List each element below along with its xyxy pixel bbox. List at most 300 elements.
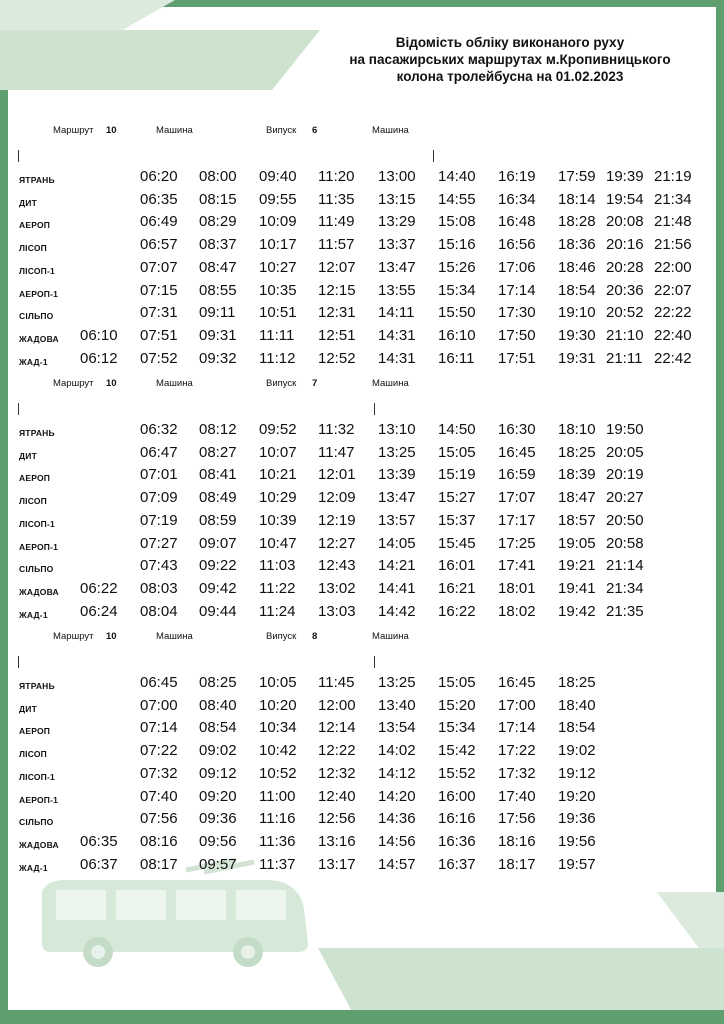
time-cell: 14:11 [378,304,415,322]
time-cell: 16:36 [438,832,476,850]
stop-name: СІЛЬПО [19,564,54,575]
stop-name: ЖАД-1 [19,356,48,367]
time-cell: 14:12 [378,764,416,782]
time-cell: 13:16 [318,832,356,850]
time-cell: 17:06 [498,258,536,276]
time-cell: 19:54 [606,190,644,208]
time-cell: 12:09 [318,489,356,507]
time-cell: 16:10 [438,326,476,344]
release-label: Випуск [266,631,297,642]
time-cell: 06:49 [140,213,178,231]
document-title [320,34,700,85]
table-row [0,327,724,349]
machine-label-2: Машина [372,631,409,642]
table-row [0,512,724,534]
time-cell: 12:14 [318,719,356,737]
time-cell: 09:40 [259,168,297,185]
time-cell: 07:40 [140,787,178,805]
time-cell: 07:56 [140,810,178,828]
stop-name: АЕРОП [19,473,51,484]
time-cell: 12:51 [318,326,356,344]
time-cell: 13:02 [318,579,356,597]
time-cell: 09:32 [199,349,237,367]
time-cell: 10:39 [259,511,297,529]
time-cell: 07:51 [140,326,178,344]
time-cell: 20:05 [606,443,644,461]
time-cell: 18:25 [558,443,596,461]
stop-name: ЖАДОВА [19,839,59,850]
time-cell: 19:57 [558,855,596,873]
time-cell: 17:07 [498,489,536,507]
machine-label: Машина [156,378,193,389]
time-cell: 11:12 [259,349,296,367]
time-cell: 08:00 [199,168,237,185]
time-cell: 18:01 [498,579,536,597]
decor-band [0,30,320,90]
time-cell: 17:50 [498,326,536,344]
time-cell: 21:48 [654,213,692,231]
time-cell: 06:22 [80,579,118,597]
time-cell: 20:16 [606,236,644,254]
time-cell: 14:56 [378,832,416,850]
time-cell: 16:56 [498,236,536,254]
time-cell: 19:31 [558,349,596,367]
stop-name: ЛІСОП [19,243,47,254]
time-cell: 11:24 [259,602,296,620]
time-cell: 14:05 [378,534,416,552]
time-cell: 13:47 [378,258,416,276]
time-cell: 08:04 [140,602,178,620]
time-cell: 12:15 [318,281,356,299]
stop-name: СІЛЬПО [19,817,54,828]
time-cell: 17:14 [498,281,536,299]
time-cell: 13:47 [378,489,416,507]
time-cell: 09:36 [199,810,237,828]
time-cell: 14:40 [438,168,476,185]
time-cell: 10:20 [259,696,297,714]
time-cell: 13:29 [378,213,416,231]
time-cell: 12:56 [318,810,356,828]
time-cell: 10:47 [259,534,297,552]
separator-mark [374,656,375,668]
table-row [0,557,724,579]
time-cell: 09:11 [199,304,236,322]
time-cell: 14:02 [378,742,416,760]
time-cell: 13:57 [378,511,416,529]
time-cell: 08:29 [199,213,237,231]
stop-name: АЕРОП-1 [19,541,59,552]
time-cell: 11:16 [259,810,296,828]
time-cell: 20:28 [606,258,644,276]
time-cell: 17:56 [498,810,536,828]
time-cell: 12:00 [318,696,356,714]
stop-name: ЖАД-1 [19,862,48,873]
time-cell: 19:30 [558,326,596,344]
time-cell: 21:10 [606,326,644,344]
time-cell: 16:45 [498,674,536,691]
route-number: 10 [106,378,117,389]
time-cell: 09:52 [259,421,297,438]
time-cell: 09:57 [199,855,237,873]
stop-name: ЯТРАНЬ [19,681,55,691]
time-cell: 08:41 [199,466,237,484]
time-cell: 11:35 [318,190,355,208]
time-cell: 20:50 [606,511,644,529]
time-cell: 18:57 [558,511,596,529]
time-cell: 06:10 [80,326,118,344]
time-cell: 15:05 [438,443,476,461]
route-number: 10 [106,125,117,136]
title-line-3: колона тролейбусна на 01.02.2023 [396,69,624,84]
time-cell: 07:09 [140,489,178,507]
time-cell: 09:55 [259,190,297,208]
stop-name: ЖАД-1 [19,609,48,620]
time-cell: 10:07 [259,443,297,461]
time-cell: 19:12 [558,764,596,782]
time-cell: 20:58 [606,534,644,552]
time-cell: 21:14 [606,557,644,575]
time-cell: 19:36 [558,810,596,828]
time-cell: 16:00 [438,787,476,805]
time-cell: 16:21 [438,579,476,597]
time-cell: 15:52 [438,764,476,782]
time-cell: 09:02 [199,742,237,760]
time-cell: 06:32 [140,421,178,438]
table-row [0,304,724,326]
time-cell: 08:25 [199,674,237,691]
time-cell: 20:08 [606,213,644,231]
table-row [0,191,724,213]
stop-name: ЛІСОП-1 [19,518,55,529]
time-cell: 20:52 [606,304,644,322]
time-cell: 18:16 [498,832,536,850]
time-cell: 10:42 [259,742,297,760]
time-cell: 17:51 [498,349,536,367]
table-row [0,856,724,878]
time-cell: 08:12 [199,421,237,438]
separator-mark [374,403,375,415]
stop-name: АЕРОП-1 [19,794,59,805]
time-cell: 15:50 [438,304,476,322]
time-cell: 10:52 [259,764,297,782]
time-cell: 07:32 [140,764,178,782]
route-label: Маршрут [53,631,94,642]
time-cell: 19:42 [558,602,596,620]
time-cell: 13:00 [378,168,416,185]
table-row [0,833,724,855]
time-cell: 10:05 [259,674,297,691]
time-cell: 11:22 [259,579,296,597]
time-cell: 12:43 [318,557,356,575]
time-cell: 06:37 [80,855,118,873]
time-cell: 11:37 [259,855,296,873]
time-cell: 09:44 [199,602,237,620]
table-row [0,674,724,696]
table-row [0,421,724,443]
time-cell: 15:19 [438,466,476,484]
time-cell: 12:07 [318,258,356,276]
time-cell: 06:35 [80,832,118,850]
time-cell: 13:55 [378,281,416,299]
time-cell: 09:12 [199,764,237,782]
time-cell: 15:45 [438,534,476,552]
time-cell: 14:57 [378,855,416,873]
time-cell: 18:40 [558,696,596,714]
time-cell: 11:11 [259,326,295,344]
time-cell: 20:19 [606,466,644,484]
time-cell: 15:20 [438,696,476,714]
time-cell: 20:36 [606,281,644,299]
stop-name: ЛІСОП-1 [19,265,55,276]
time-cell: 16:11 [438,349,475,367]
time-cell: 11:47 [318,443,355,461]
stop-name: ЖАДОВА [19,586,59,597]
stop-name: ЛІСОП-1 [19,771,55,782]
release-label: Випуск [266,378,297,389]
title-line-1: Відомість обліку виконаного руху [395,35,625,50]
time-cell: 12:27 [318,534,356,552]
time-cell: 18:54 [558,719,596,737]
time-cell: 15:42 [438,742,476,760]
route-label: Маршрут [53,125,94,136]
time-cell: 14:31 [378,326,416,344]
time-cell: 22:07 [654,281,692,299]
stop-name: ЛІСОП [19,749,47,760]
time-cell: 18:17 [498,855,536,873]
time-cell: 15:08 [438,213,476,231]
time-cell: 09:20 [199,787,237,805]
time-cell: 14:42 [378,602,416,620]
time-cell: 06:12 [80,349,118,367]
time-cell: 18:25 [558,674,596,691]
time-cell: 22:40 [654,326,692,344]
time-cell: 21:19 [654,168,692,185]
separator-mark [18,403,19,415]
time-cell: 10:27 [259,258,297,276]
time-cell: 08:15 [199,190,237,208]
table-row [0,213,724,235]
time-cell: 09:31 [199,326,237,344]
time-cell: 15:34 [438,719,476,737]
time-cell: 08:40 [199,696,237,714]
time-cell: 12:52 [318,349,356,367]
time-cell: 08:16 [140,832,178,850]
time-cell: 15:16 [438,236,476,254]
stop-name: ЖАДОВА [19,333,59,344]
time-cell: 10:21 [259,466,297,484]
release-number: 8 [312,631,318,642]
table-row [0,236,724,258]
stop-name: АЕРОП [19,220,51,231]
table-row [0,350,724,372]
release-label: Випуск [266,125,297,136]
time-cell: 09:07 [199,534,237,552]
table-row [0,580,724,602]
time-cell: 15:37 [438,511,476,529]
time-cell: 13:10 [378,421,416,438]
time-cell: 07:27 [140,534,178,552]
decor-band [0,0,175,30]
time-cell: 10:34 [259,719,297,737]
time-cell: 16:34 [498,190,536,208]
time-cell: 06:47 [140,443,178,461]
time-cell: 12:19 [318,511,356,529]
time-cell: 19:21 [558,557,596,575]
time-cell: 07:14 [140,719,178,737]
time-cell: 06:24 [80,602,118,620]
time-cell: 11:49 [318,213,355,231]
time-cell: 18:02 [498,602,536,620]
table-row [0,466,724,488]
machine-label-2: Машина [372,125,409,136]
time-cell: 12:31 [318,304,356,322]
time-cell: 22:22 [654,304,692,322]
table-row [0,719,724,741]
stop-name: ДИТ [19,703,37,714]
stop-name: ЯТРАНЬ [19,175,55,185]
table-row [0,810,724,832]
time-cell: 13:40 [378,696,416,714]
time-cell: 07:31 [140,304,178,322]
table-row [0,765,724,787]
time-cell: 18:46 [558,258,596,276]
time-cell: 13:39 [378,466,416,484]
table-row [0,697,724,719]
time-cell: 16:37 [438,855,476,873]
time-cell: 21:34 [654,190,692,208]
time-cell: 06:45 [140,674,178,691]
time-cell: 16:30 [498,421,536,438]
time-cell: 17:25 [498,534,536,552]
time-cell: 15:34 [438,281,476,299]
time-cell: 17:59 [558,168,596,185]
time-cell: 11:32 [318,421,355,438]
time-cell: 16:19 [498,168,536,185]
time-cell: 09:42 [199,579,237,597]
time-cell: 10:29 [259,489,297,507]
time-cell: 19:05 [558,534,596,552]
time-cell: 13:15 [378,190,416,208]
time-cell: 18:14 [558,190,596,208]
time-cell: 19:20 [558,787,596,805]
time-cell: 16:22 [438,602,476,620]
time-cell: 21:35 [606,602,644,620]
machine-label: Машина [156,125,193,136]
time-cell: 08:27 [199,443,237,461]
release-number: 7 [312,378,318,389]
time-cell: 08:54 [199,719,237,737]
time-cell: 11:00 [259,787,296,805]
time-cell: 14:20 [378,787,416,805]
time-cell: 14:36 [378,810,416,828]
time-cell: 08:37 [199,236,237,254]
stop-name: ДИТ [19,450,37,461]
stop-name: ДИТ [19,197,37,208]
separator-mark [433,150,434,162]
stop-name: ЛІСОП [19,496,47,507]
time-cell: 15:05 [438,674,476,691]
stop-name: СІЛЬПО [19,311,54,322]
time-cell: 13:25 [378,674,416,691]
time-cell: 13:03 [318,602,356,620]
time-cell: 20:27 [606,489,644,507]
time-cell: 12:22 [318,742,356,760]
time-cell: 22:42 [654,349,692,367]
table-row [0,489,724,511]
time-cell: 13:54 [378,719,416,737]
time-cell: 18:39 [558,466,596,484]
time-cell: 19:50 [606,421,644,438]
time-cell: 14:50 [438,421,476,438]
time-cell: 16:59 [498,466,536,484]
time-cell: 08:47 [199,258,237,276]
time-cell: 14:55 [438,190,476,208]
separator-mark [18,150,19,162]
time-cell: 17:17 [498,511,536,529]
separator-mark [18,656,19,668]
bottom-border [8,1010,724,1024]
time-cell: 13:25 [378,443,416,461]
time-cell: 11:57 [318,236,355,254]
time-cell: 07:15 [140,281,178,299]
stop-name: АЕРОП [19,726,51,737]
time-cell: 19:10 [558,304,596,322]
decor-band [640,892,724,948]
table-row [0,788,724,810]
time-cell: 17:30 [498,304,536,322]
machine-label-2: Машина [372,378,409,389]
time-cell: 17:32 [498,764,536,782]
time-cell: 19:56 [558,832,596,850]
time-cell: 07:19 [140,511,178,529]
time-cell: 15:26 [438,258,476,276]
time-cell: 12:32 [318,764,356,782]
table-row [0,742,724,764]
time-cell: 17:22 [498,742,536,760]
time-cell: 16:45 [498,443,536,461]
time-cell: 09:56 [199,832,237,850]
time-cell: 11:36 [259,832,296,850]
time-cell: 13:17 [318,855,356,873]
stop-name: АЕРОП-1 [19,288,59,299]
time-cell: 07:43 [140,557,178,575]
time-cell: 08:49 [199,489,237,507]
time-cell: 07:22 [140,742,178,760]
stop-name: ЯТРАНЬ [19,428,55,438]
table-row [0,603,724,625]
time-cell: 08:03 [140,579,178,597]
time-cell: 13:37 [378,236,416,254]
time-cell: 17:14 [498,719,536,737]
time-cell: 10:09 [259,213,297,231]
time-cell: 18:28 [558,213,596,231]
time-cell: 08:17 [140,855,178,873]
time-cell: 09:22 [199,557,237,575]
release-number: 6 [312,125,318,136]
time-cell: 07:07 [140,258,178,276]
time-cell: 18:36 [558,236,596,254]
time-cell: 06:57 [140,236,178,254]
time-cell: 14:21 [378,557,416,575]
time-cell: 16:01 [438,557,476,575]
time-cell: 17:40 [498,787,536,805]
time-cell: 12:01 [318,466,356,484]
time-cell: 19:39 [606,168,644,185]
time-cell: 07:01 [140,466,178,484]
time-cell: 07:52 [140,349,178,367]
route-number: 10 [106,631,117,642]
time-cell: 21:11 [606,349,643,367]
